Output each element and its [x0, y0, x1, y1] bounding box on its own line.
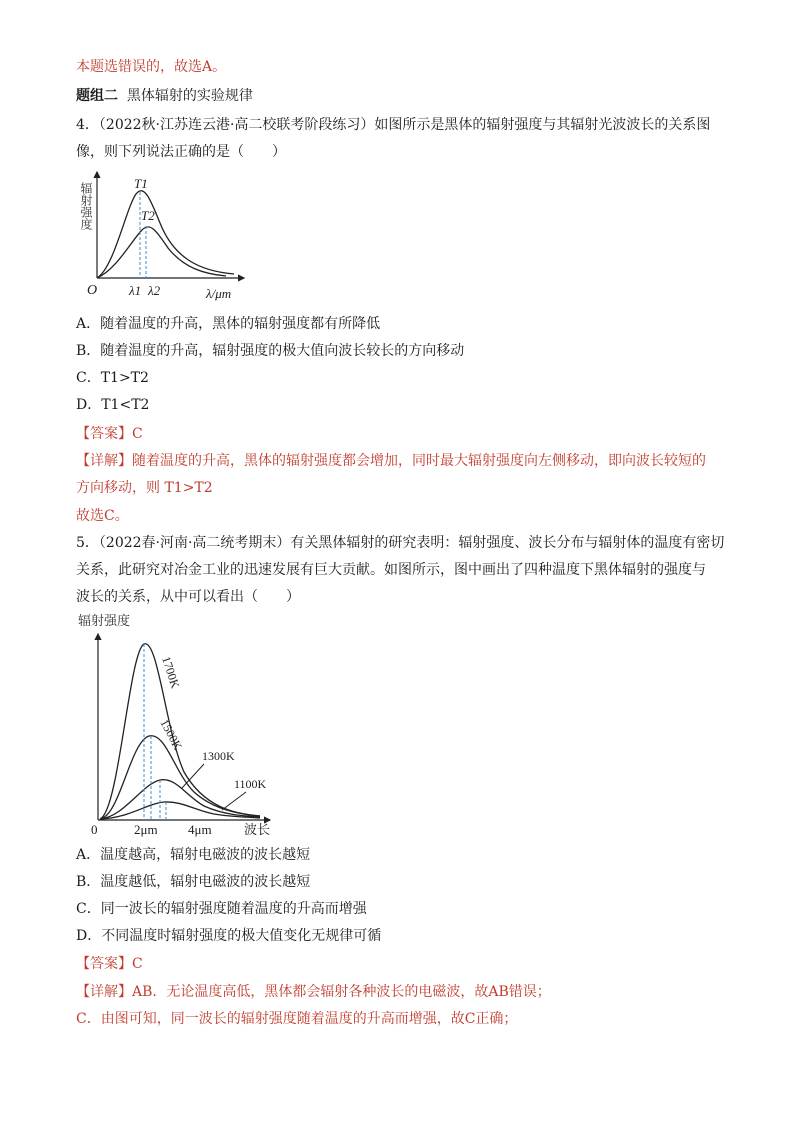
q5-stem-line2: 关系，此研究对冶金工业的迅速发展有巨大贡献。如图所示，图中画出了四种温度下黑体辐射的强度与	[76, 562, 706, 578]
q5-xtick-2um: 2μm	[134, 822, 158, 837]
q5-label-1100k: 1100K	[234, 777, 267, 791]
q5-explain-tag: 【详解】	[76, 984, 132, 1000]
q4-tick-lambda2: λ2	[148, 283, 161, 298]
q4-xlabel: λ/μm	[206, 286, 232, 301]
q4-label-t1: T1	[134, 176, 148, 191]
q5-explain-line1	[76, 983, 551, 1001]
q4-explain-line1	[76, 452, 706, 470]
q5-stem-line1: 5．（2022春·河南·高二统考期末）有关黑体辐射的研究表明：辐射强度、波长分布与辐射体的温度有密切	[76, 535, 725, 551]
q5-xlabel: 波长	[244, 822, 271, 837]
section-heading	[76, 87, 253, 105]
q5-explain-line2: C．由图可知，同一波长的辐射强度随着温度的升高而增强，故C正确；	[76, 1011, 518, 1027]
q5-origin: 0	[91, 822, 98, 837]
q5-leader-1100k	[222, 792, 246, 810]
q4-option-b: B．随着温度的升高，辐射强度的极大值向波长较长的方向移动	[76, 343, 465, 359]
q4-option-d: D．T1<T2	[76, 397, 150, 413]
q5-option-d: D．不同温度时辐射强度的极大值变化无规律可循	[76, 928, 382, 944]
q5-figure	[74, 612, 284, 842]
q5-xtick-4um: 4μm	[188, 822, 212, 837]
q5-answer-tag: 【答案】	[76, 956, 132, 972]
q5-option-b: B．温度越低，辐射电磁波的波长越短	[76, 874, 311, 890]
q4-answer	[76, 425, 143, 443]
q5-curve-1100k	[100, 802, 260, 819]
section-label: 题组二	[76, 88, 118, 104]
q5-label-1500k: 1500K	[157, 716, 186, 753]
q4-tick-lambda1: λ1	[129, 283, 142, 298]
q5-answer	[76, 955, 143, 973]
q4-origin: O	[87, 283, 98, 298]
q4-figure	[74, 168, 254, 304]
q4-conclusion: 故选C。	[76, 508, 129, 524]
q4-curve-t1	[97, 191, 234, 278]
q4-stem-line1: 4．（2022秋·江苏连云港·高二校联考阶段练习）如图所示是黑体的辐射强度与其辐射光波波长的关系图	[76, 117, 711, 133]
q5-option-a: A．温度越高，辐射电磁波的波长越短	[76, 847, 311, 863]
prev-conclusion: 本题选错误的，故选A。	[76, 59, 227, 75]
q4-option-a: A．随着温度的升高，黑体的辐射强度都有所降低	[76, 316, 381, 332]
q4-explain-line2: 方向移动，则 T1>T2	[76, 480, 213, 496]
q5-label-1700k: 1700K	[159, 654, 183, 690]
q4-curve-t2	[97, 227, 226, 278]
section-title: 黑体辐射的实验规律	[126, 88, 253, 104]
q5-option-c: C．同一波长的辐射强度随着温度的升高而增强	[76, 901, 367, 917]
q4-answer-value: C	[132, 426, 143, 442]
q4-answer-tag: 【答案】	[76, 426, 132, 442]
q5-ylabel: 辐射强度	[78, 613, 131, 628]
q5-answer-value: C	[132, 956, 143, 972]
q5-curve-1700k	[100, 644, 260, 819]
q5-explain-text1: AB．无论温度高低，黑体都会辐射各种波长的电磁波，故AB错误；	[132, 984, 551, 1000]
q4-stem-line2: 像，则下列说法正确的是（ ）	[76, 144, 286, 160]
q4-ylabel: 辐射强度	[79, 182, 93, 230]
q5-stem-line3: 波长的关系，从中可以看出（ ）	[76, 589, 300, 605]
q4-option-c: C．T1>T2	[76, 370, 149, 386]
q5-label-1300k: 1300K	[202, 749, 235, 763]
q4-explain-tag: 【详解】	[76, 453, 132, 469]
q4-label-t2: T2	[141, 208, 155, 223]
q4-explain-text1: 随着温度的升高，黑体的辐射强度都会增加，同时最大辐射强度向左侧移动，即向波长较短的	[132, 453, 706, 469]
